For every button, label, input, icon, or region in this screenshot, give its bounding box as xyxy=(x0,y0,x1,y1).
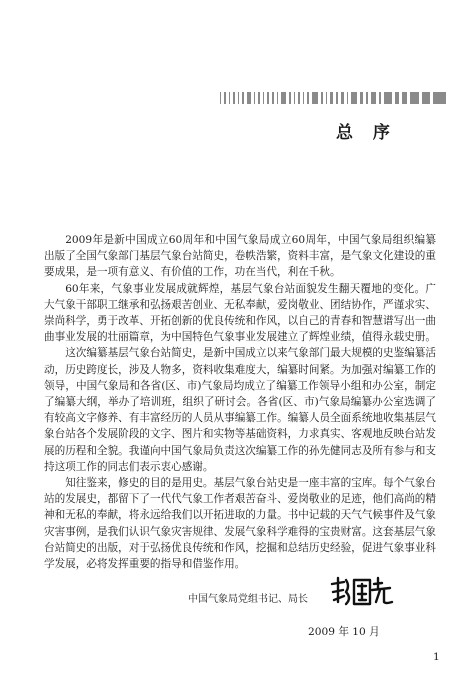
page-title: 总 序 xyxy=(336,123,397,143)
decorative-stripes xyxy=(220,92,446,104)
date: 2009 年 10 月 xyxy=(308,626,380,638)
handwritten-signature xyxy=(328,572,398,610)
paragraph-3: 这次编纂基层气象台站简史，是新中国成立以来气象部门最大规模的史鉴编纂活动，历史跨度长，涉及人物多，资料收集难度大，编纂时间紧。为加强对编纂工作的领导，中国气象局和各省(区、市)气象局均成立了编纂工作领导小组和办公室，制定了编纂大纲，举办了培训班，组织了研讨会。各省(区、市)气象局编纂办公室选调了有较高文字修养、有丰富经历的人员从事编纂工作。编纂人员全面系统地收集基层气象台站各个发展阶段的文字、图片和实物等基础资料，力求真实、客观地反映台站发展的历程和全貌。我谨向中国气象局负责这次编纂工作的孙先健同志及所有参与和支持这项工作的同志们表示衷心感谢。 xyxy=(44,347,436,473)
preface-body xyxy=(44,232,436,572)
signature-title: 中国气象局党组书记、局长 xyxy=(188,594,308,605)
paragraph-2: 60年来，气象事业发展成就辉煌，基层气象台站面貌发生翻天覆地的变化。广大气象干部职工继承和弘扬艰苦创业、无私奉献，爱岗敬业、团结协作，严谨求实、崇尚科学，勇于改革、开拓创新的优良传统和作风，以自己的青春和智慧谱写出一曲曲事业发展的壮丽篇章，为中国特色气象事业发展建立了辉煌业绩，值得永载史册。 xyxy=(44,282,436,344)
page-number: 1 xyxy=(433,651,440,663)
paragraph-4: 知往鉴来，修史的目的是用史。基层气象台站史是一座丰富的宝库。每个气象台站的发展史，都留下了一代代气象工作者艰苦奋斗、爱岗敬业的足迹，他们高尚的精神和无私的奉献，将永远给我们以开拓进取的力量。书中记载的天气气候事件及气象灾害事例，是我们认识气象灾害规律、发展气象科学难得的宝贵财富。这套基层气象台站简史的出版，对于弘扬优良传统和作风，挖掘和总结历史经验，促进气象事业科学发展，必将发挥重要的指导和借鉴作用。 xyxy=(44,477,436,571)
paragraph-1: 2009年是新中国成立60周年和中国气象局成立60周年，中国气象局组织编纂出版了全国气象部门基层气象台站简史，卷帙浩繁，资料丰富，是气象文化建设的重要成果，是一项有意义、有价值的工作，功在当代，利在千秋。 xyxy=(44,234,436,279)
top-margin xyxy=(0,0,450,18)
